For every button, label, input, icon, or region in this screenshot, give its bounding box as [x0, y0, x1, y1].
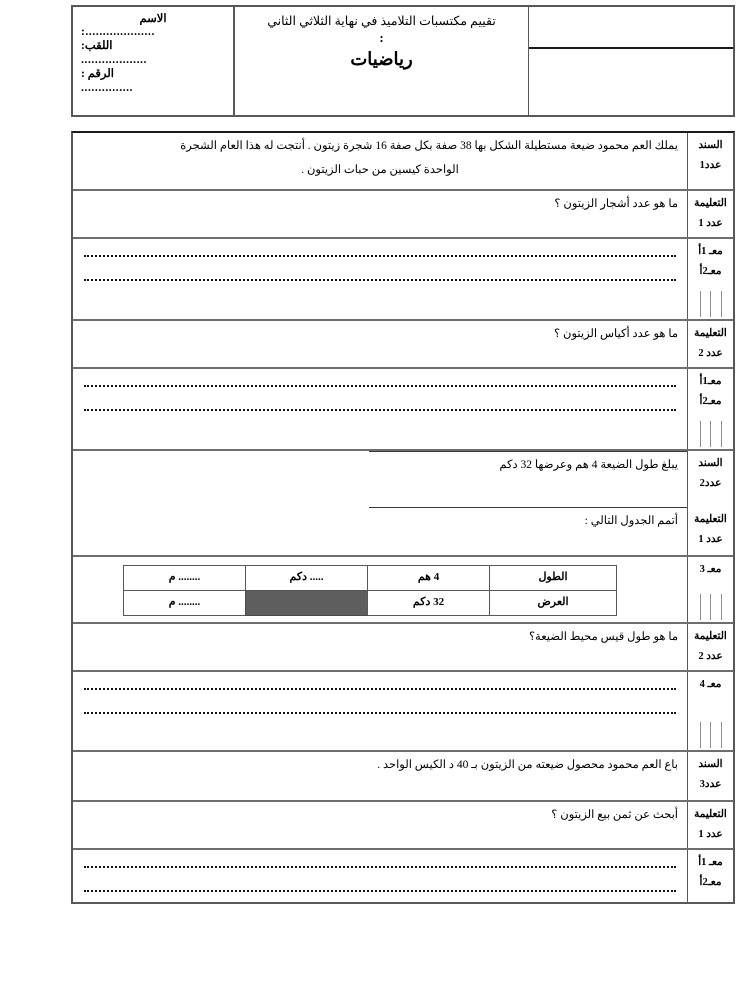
- question-text: ما هو عدد أكياس الزيتون ؟: [554, 328, 678, 340]
- row-label-line2: عدد 1: [698, 217, 723, 229]
- row-label-sened-1: [687, 133, 733, 189]
- row-label-sened-3: [687, 752, 733, 800]
- answer-area-1[interactable]: [73, 239, 687, 319]
- row-label-taalima-1: [687, 191, 733, 237]
- row-label-line2: عدد 1: [698, 533, 723, 545]
- answer-dotted-line[interactable]: [84, 279, 676, 281]
- grade-cell[interactable]: [710, 421, 721, 447]
- sened-1-line2: الواحدة كيسين من حبات الزيتون .: [301, 163, 459, 176]
- table-row: [73, 189, 733, 237]
- measurement-table: [123, 565, 617, 616]
- grade-cell[interactable]: [690, 722, 700, 748]
- table-row: [73, 670, 733, 750]
- question-text: ما هو عدد أشجار الزيتون ؟: [554, 198, 678, 210]
- taalima-price-text: [73, 802, 687, 848]
- criteria-label-2: معـ2أ: [699, 265, 722, 277]
- row-label-line1: السند: [698, 759, 723, 770]
- measurement-table-area: [73, 557, 687, 622]
- row-label-taalima-price: [687, 802, 733, 848]
- header-table: [71, 5, 735, 117]
- table-row: [124, 566, 617, 591]
- student-number-field: الرقم :: [81, 68, 114, 81]
- sened-1-line1: يملك العم محمود ضيعة مستطيلة الشكل بها 38 صفة بكل صفة 16 شجرة زيتون . أنتجت له هذا العام الشجرة: [180, 140, 678, 152]
- criteria-label-2: معـ2أ: [699, 395, 722, 407]
- exam-body-table: [71, 131, 735, 904]
- row-label-line1: السند: [698, 458, 723, 469]
- grading-grid[interactable]: [690, 421, 731, 447]
- sened-1-text: [73, 133, 687, 189]
- criteria-label-1: معـ 1أ: [698, 857, 723, 868]
- table-row: [73, 555, 733, 622]
- row-label-taalima-2: [687, 321, 733, 367]
- student-surname-dots[interactable]: ...................: [81, 54, 148, 67]
- grade-cell[interactable]: [700, 722, 711, 748]
- question-text: ما هو طول قيس محيط الضيعة؟: [528, 631, 678, 643]
- grade-cell[interactable]: [710, 291, 721, 317]
- title-colon: :: [379, 29, 384, 45]
- sened-3-text: [73, 752, 687, 800]
- table-row: [124, 591, 617, 616]
- grading-grid[interactable]: [690, 291, 731, 317]
- grade-cell[interactable]: [700, 421, 711, 447]
- row-label-line1: التعليمة: [694, 809, 727, 820]
- row-label-line1: السند: [698, 140, 723, 151]
- table-row: [73, 507, 733, 555]
- answer-dotted-line[interactable]: [84, 866, 676, 868]
- criteria-label-1: معـ1أ: [699, 376, 722, 387]
- header-grade-box: [528, 7, 733, 115]
- subject-name: رياضيات: [350, 49, 413, 70]
- row-label-line2: عدد 2: [698, 650, 723, 662]
- row-label-criteria-5: [687, 850, 733, 902]
- table-row: [73, 367, 733, 449]
- row-label-criteria-1: [687, 239, 733, 319]
- meas-value-dkm[interactable]: ..... دكم: [246, 566, 368, 591]
- grade-cell[interactable]: [690, 421, 700, 447]
- row-label-line1: التعليمة: [694, 198, 727, 209]
- student-name-label: الاسم: [139, 13, 167, 25]
- answer-area-4[interactable]: [73, 850, 687, 902]
- student-name-field[interactable]: ....................:: [81, 26, 155, 39]
- answer-dotted-line[interactable]: [84, 409, 676, 411]
- header-grade-cell-top[interactable]: [529, 7, 733, 49]
- question-text: أبحث عن ثمن بيع الزيتون ؟: [551, 809, 678, 821]
- criteria-label-1: معـ 4: [699, 679, 722, 690]
- row-label-criteria-2: [687, 369, 733, 449]
- criteria-label-1: معـ 1أ: [698, 246, 723, 257]
- grade-cell[interactable]: [721, 291, 732, 317]
- criteria-label-2: معـ2أ: [699, 876, 722, 888]
- sened-2-text: [73, 451, 687, 507]
- table-row: [73, 848, 733, 902]
- answer-dotted-line[interactable]: [84, 688, 676, 690]
- grade-cell[interactable]: [710, 594, 721, 620]
- grade-cell[interactable]: [700, 594, 711, 620]
- student-surname-field: اللقب:: [81, 40, 113, 53]
- row-label-taalima-perimeter: [687, 624, 733, 670]
- table-row: [73, 800, 733, 848]
- criteria-label-1: معـ 3: [699, 564, 722, 575]
- grade-cell[interactable]: [721, 421, 732, 447]
- grade-cell[interactable]: [690, 594, 700, 620]
- row-label-taalima-table: [687, 507, 733, 555]
- answer-dotted-line[interactable]: [84, 385, 676, 387]
- answer-dotted-line[interactable]: [84, 712, 676, 714]
- row-label-line2: عدد 2: [698, 347, 723, 359]
- table-row: [73, 237, 733, 319]
- row-label-line2: عدد 1: [698, 828, 723, 840]
- grading-grid[interactable]: [690, 594, 731, 620]
- meas-row-name: العرض: [490, 591, 617, 616]
- row-label-line1: التعليمة: [694, 631, 727, 642]
- row-label-criteria-3: [687, 557, 733, 622]
- table-row: [73, 319, 733, 367]
- header-grade-cell-bottom[interactable]: [529, 49, 733, 115]
- student-number-dots[interactable]: ...............: [81, 82, 134, 95]
- grade-cell[interactable]: [710, 722, 721, 748]
- header-title-block: [233, 7, 528, 115]
- table-row: [73, 133, 733, 189]
- table-row: [73, 622, 733, 670]
- question-text: أتمم الجدول التالي :: [584, 515, 678, 527]
- row-label-line2: عدد2: [699, 477, 722, 489]
- grade-cell[interactable]: [690, 291, 700, 317]
- meas-value-blocked: [246, 591, 368, 616]
- grade-cell[interactable]: [721, 594, 732, 620]
- answer-area-2[interactable]: [73, 369, 687, 449]
- meas-value-m[interactable]: ........ م: [124, 566, 246, 591]
- sened-2-line1: يبلغ طول الضيعة 4 هم وعرضها 32 دكم: [499, 459, 678, 471]
- row-label-sened-2: [687, 451, 733, 507]
- answer-dotted-line[interactable]: [84, 255, 676, 257]
- table-row: [73, 449, 733, 507]
- student-identity-block: [73, 7, 233, 115]
- grading-grid[interactable]: [690, 722, 731, 748]
- table-row: [73, 750, 733, 800]
- exam-title: تقييم مكتسبات التلاميذ في نهاية الثلاثي الثاني: [267, 14, 496, 28]
- grade-cell[interactable]: [700, 291, 711, 317]
- answer-dotted-line[interactable]: [84, 890, 676, 892]
- taalima-perimeter-text: [73, 624, 687, 670]
- sened-3-line1: باع العم محمود محصول ضيعته من الزيتون بـ 40 د الكيس الواحد .: [377, 759, 678, 771]
- grade-cell[interactable]: [721, 722, 732, 748]
- row-label-line1: التعليمة: [694, 514, 727, 525]
- taalima-1-text: [73, 191, 687, 237]
- meas-row-name: الطول: [490, 566, 617, 591]
- row-label-line2: عدد1: [699, 159, 722, 171]
- taalima-table-text: [73, 507, 687, 555]
- row-label-line2: عدد3: [699, 778, 722, 790]
- row-label-criteria-4: [687, 672, 733, 750]
- meas-value-m[interactable]: ........ م: [124, 591, 246, 616]
- meas-value-hm: 4 هم: [368, 566, 490, 591]
- meas-value-hm: 32 دكم: [368, 591, 490, 616]
- taalima-2-text: [73, 321, 687, 367]
- answer-area-3[interactable]: [73, 672, 687, 750]
- row-label-line1: التعليمة: [694, 328, 727, 339]
